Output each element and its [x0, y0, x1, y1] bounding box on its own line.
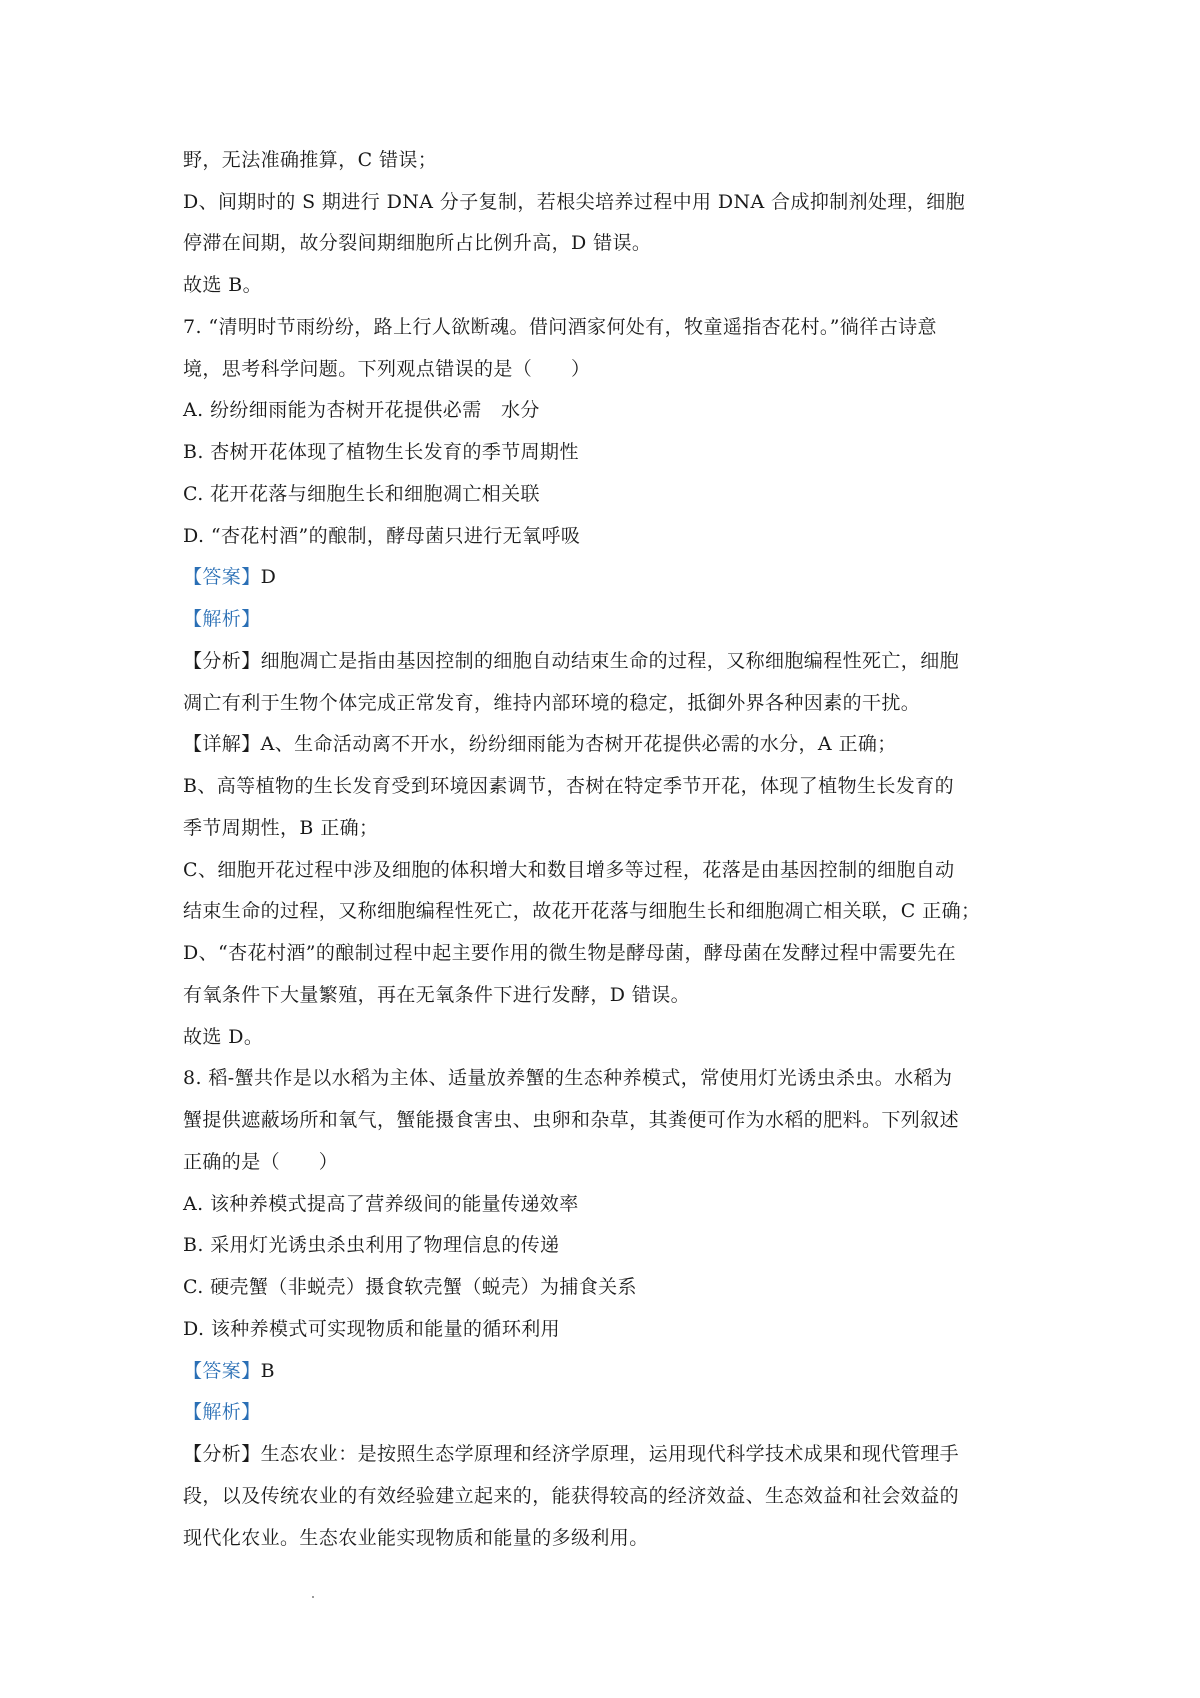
q8-option-a: A. 该种养模式提高了营养级间的能量传递效率 [183, 1193, 579, 1215]
prev-line-2: D、间期时的 S 期进行 DNA 分子复制，若根尖培养过程中用 DNA 合成抑制剂处理，细胞 [183, 191, 966, 213]
q8-fenxi-line-3: 现代化农业。生态农业能实现物质和能量的多级利用。 [183, 1527, 649, 1549]
q8-jiexi-line [183, 1399, 1033, 1425]
q7-answer-line [183, 564, 1033, 590]
prev-line-1: 野，无法准确推算，C 错误； [183, 149, 438, 171]
scan-dot [312, 1596, 314, 1598]
q8-answer-tag: 【答案】 [183, 1360, 261, 1382]
q7-option-b: B. 杏树开花体现了植物生长发育的季节周期性 [183, 441, 579, 463]
q7-option-c: C. 花开花落与细胞生长和细胞凋亡相关联 [183, 483, 540, 505]
q8-option-b: B. 采用灯光诱虫杀虫利用了物理信息的传递 [183, 1234, 560, 1256]
prev-line-3: 停滞在间期，故分裂间期细胞所占比例升高，D 错误。 [183, 232, 652, 254]
q7-xiangjie-line-7: 有氧条件下大量繁殖，再在无氧条件下进行发酵，D 错误。 [183, 984, 691, 1006]
q7-conclusion: 故选 D。 [183, 1026, 264, 1048]
q7-jiexi-line [183, 606, 1033, 632]
q7-answer-value: D [260, 566, 277, 588]
q8-jiexi-tag: 【解析】 [183, 1401, 261, 1423]
q7-xiangjie-text-1: A、生命活动离不开水，纷纷细雨能为杏树开花提供必需的水分，A 正确； [260, 733, 897, 755]
q7-fenxi-line-2: 凋亡有利于生物个体完成正常发育，维持内部环境的稳定，抵御外界各种因素的干扰。 [183, 692, 921, 714]
q8-fenxi-line-1 [183, 1441, 1033, 1467]
q7-jiexi-tag: 【解析】 [183, 608, 261, 630]
q8-fenxi-text-1: 生态农业：是按照生态学原理和经济学原理，运用现代科学技术成果和现代管理手 [260, 1443, 960, 1465]
q8-option-d: D. 该种养模式可实现物质和能量的循环利用 [183, 1318, 561, 1340]
q7-option-a: A. 纷纷细雨能为杏树开花提供必需 水分 [183, 399, 540, 421]
q7-stem-line-2: 境，思考科学问题。下列观点错误的是（ ） [183, 358, 591, 380]
q7-xiangjie-line-5: 结束生命的过程，又称细胞编程性死亡，故花开花落与细胞生长和细胞凋亡相关联，C 正确； [183, 900, 981, 922]
q8-stem-line-1: 8. 稻-蟹共作是以水稻为主体、适量放养蟹的生态种养模式，常使用灯光诱虫杀虫。水稻为 [183, 1067, 953, 1089]
q7-option-d: D. “杏花村酒”的酿制，酵母菌只进行无氧呼吸 [183, 525, 581, 547]
q7-xiangjie-line-2: B、高等植物的生长发育受到环境因素调节，杏树在特定季节开花，体现了植物生长发育的 [183, 775, 954, 797]
q8-fenxi-tag: 【分析】 [183, 1443, 261, 1465]
q7-xiangjie-line-4: C、细胞开花过程中涉及细胞的体积增大和数目增多等过程，花落是由基因控制的细胞自动 [183, 859, 955, 881]
q7-fenxi-text-1: 细胞凋亡是指由基因控制的细胞自动结束生命的过程，又称细胞编程性死亡，细胞 [260, 650, 960, 672]
q7-stem-line-1: 7. “清明时节雨纷纷，路上行人欲断魂。借问酒家何处有，牧童遥指杏花村。”徜徉古诗意 [183, 316, 937, 338]
q7-fenxi-tag: 【分析】 [183, 650, 261, 672]
q7-xiangjie-line-6: D、“杏花村酒”的酿制过程中起主要作用的微生物是酵母菌，酵母菌在发酵过程中需要先在 [183, 942, 957, 964]
prev-conclusion: 故选 B。 [183, 274, 263, 296]
q7-xiangjie-tag: 【详解】 [183, 733, 261, 755]
q7-xiangjie-line-1 [183, 731, 1033, 757]
q8-stem-line-3: 正确的是（ ） [183, 1151, 339, 1173]
q8-answer-line [183, 1358, 1033, 1384]
q7-fenxi-line-1 [183, 648, 1033, 674]
q8-stem-line-2: 蟹提供遮蔽场所和氧气，蟹能摄食害虫、虫卵和杂草，其粪便可作为水稻的肥料。下列叙述 [183, 1109, 960, 1131]
q7-xiangjie-line-3: 季节周期性，B 正确； [183, 817, 379, 839]
q7-answer-tag: 【答案】 [183, 566, 261, 588]
q8-option-c: C. 硬壳蟹（非蜕壳）摄食软壳蟹（蜕壳）为捕食关系 [183, 1276, 637, 1298]
q8-fenxi-line-2: 段，以及传统农业的有效经验建立起来的，能获得较高的经济效益、生态效益和社会效益的 [183, 1485, 960, 1507]
q8-answer-value: B [260, 1360, 275, 1382]
